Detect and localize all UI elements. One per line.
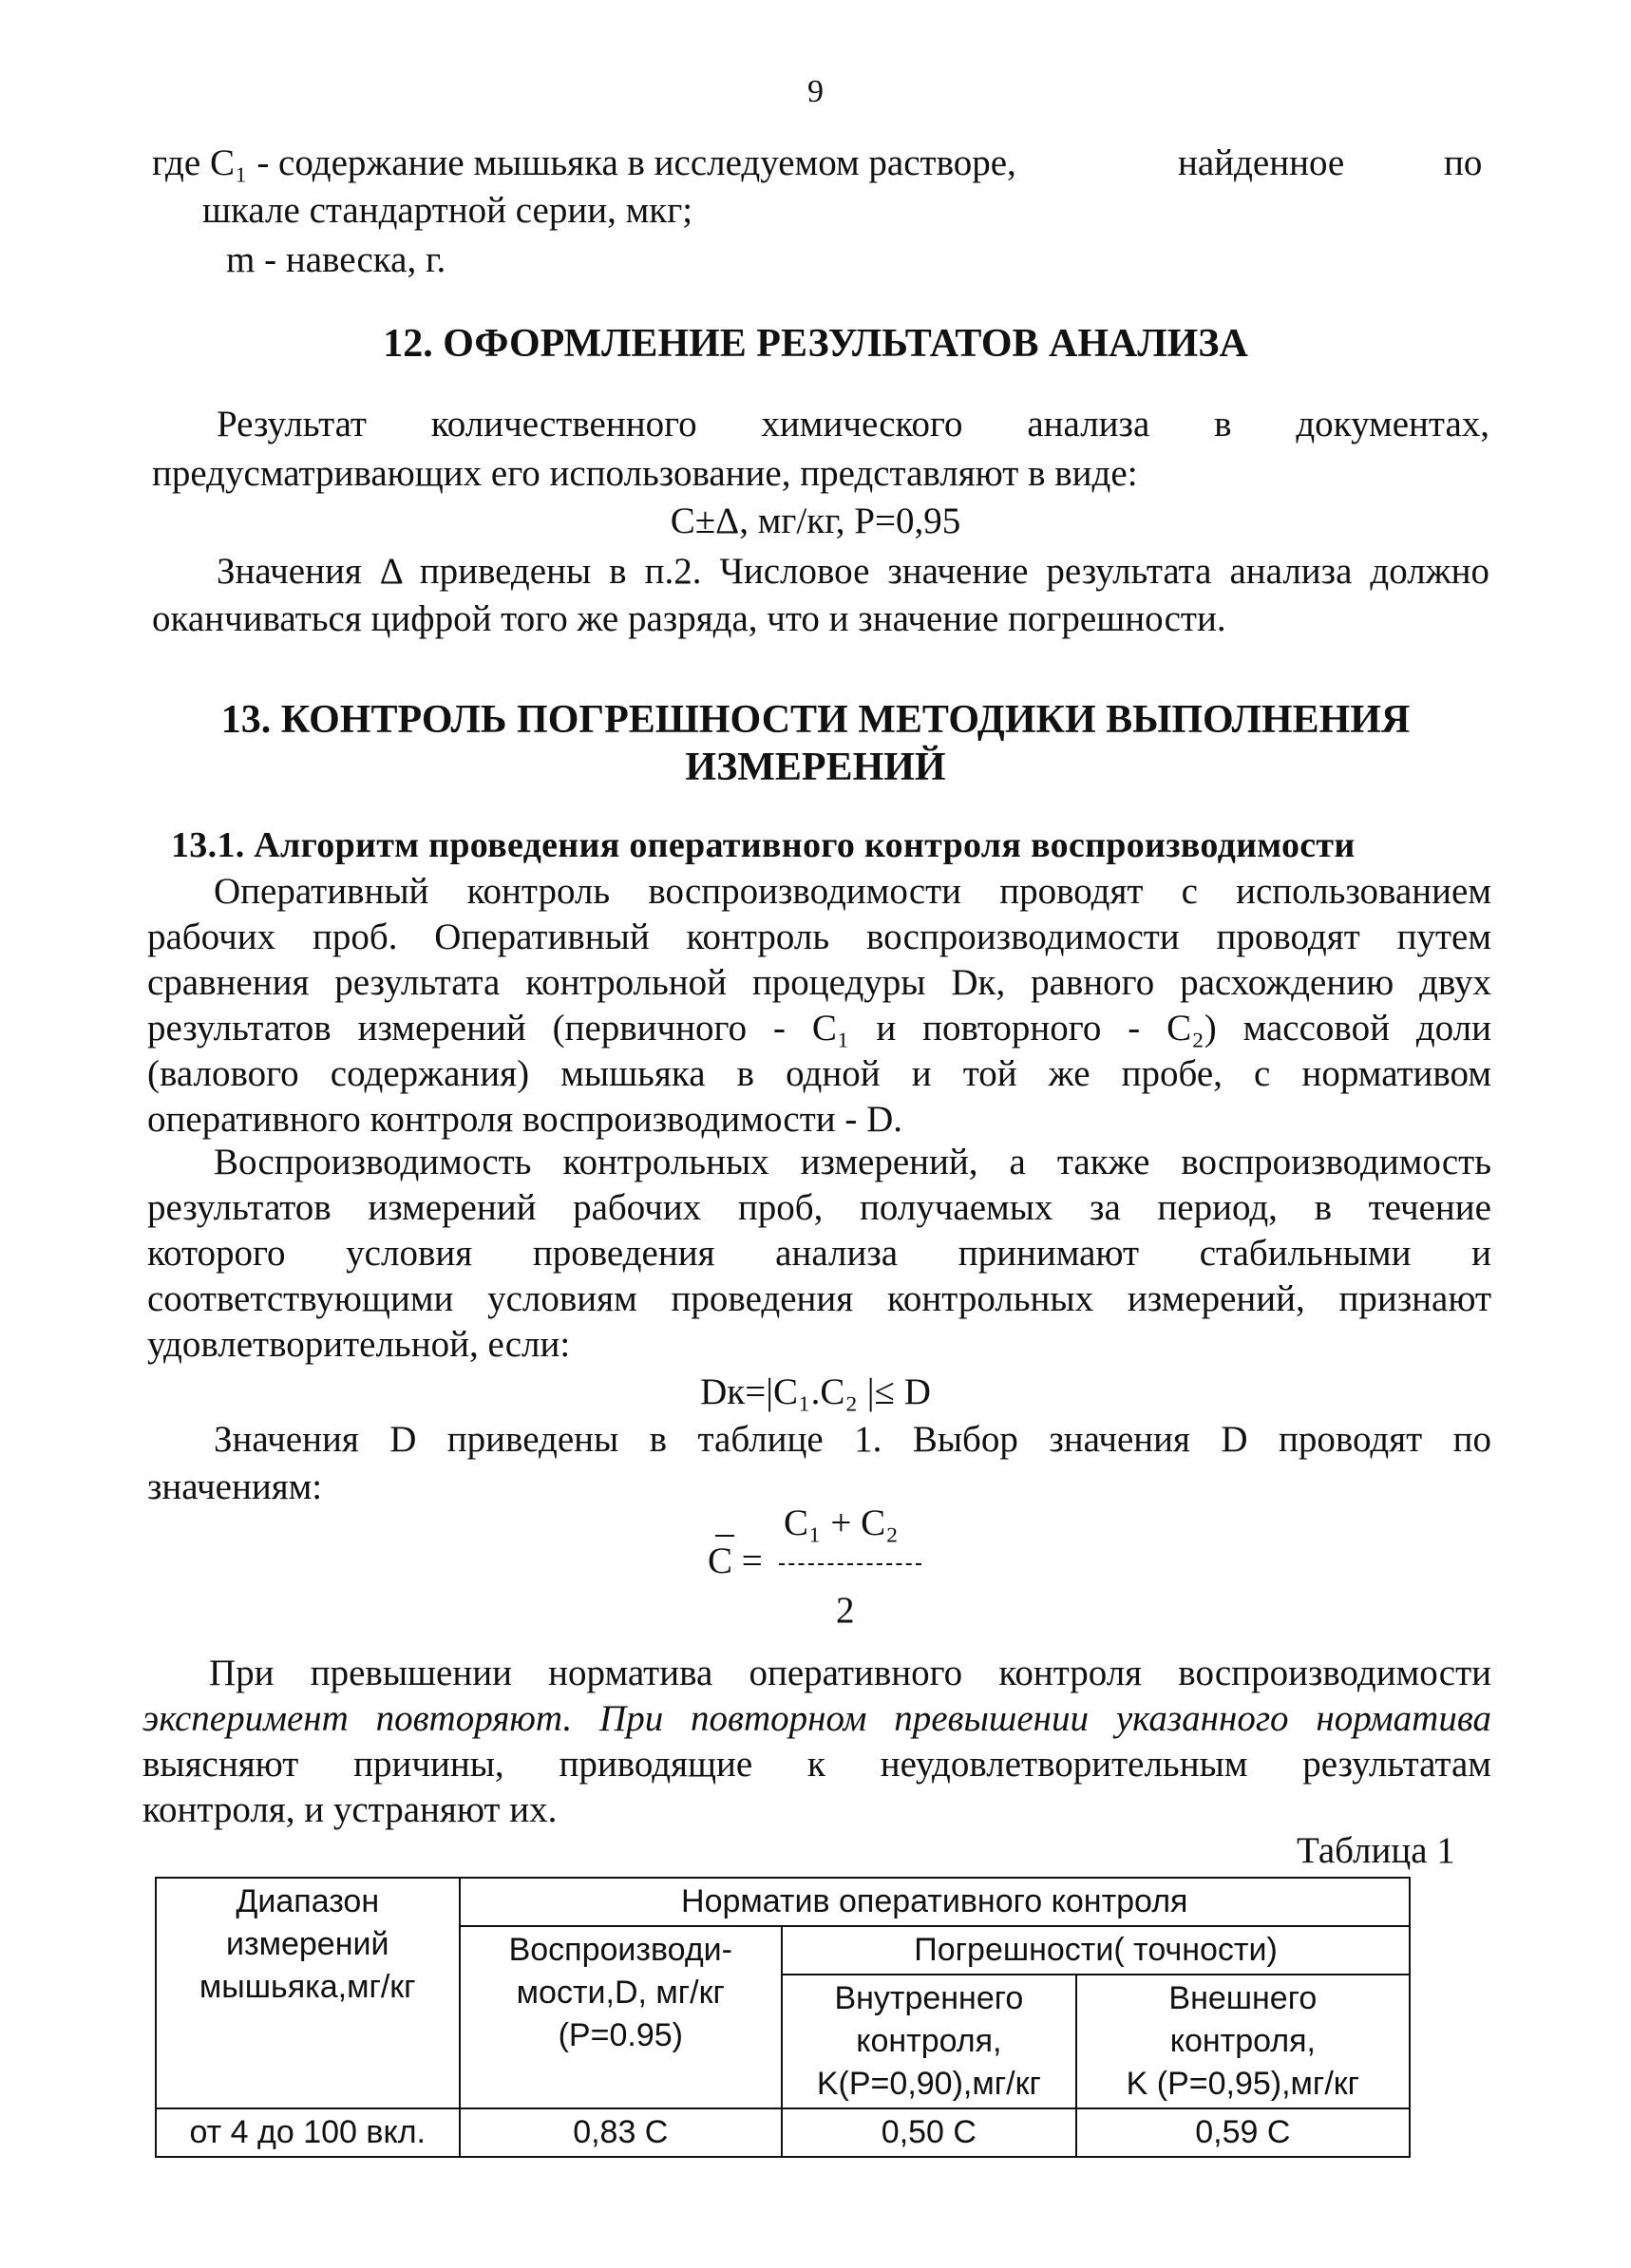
header-internal xyxy=(782,1975,1076,2108)
header-internal-l1: Внутреннего xyxy=(834,1980,1024,2016)
header-repro xyxy=(460,1926,783,2108)
s13-p3-line2: значениям: xyxy=(147,1466,323,1507)
s13-paragraph-4 xyxy=(142,1651,1491,1833)
s13-p1-line: результатов измерений (первичного - C₁ и повторного - C₂) массовой доли xyxy=(147,1008,1491,1049)
mean-lhs: C = xyxy=(708,1540,763,1581)
s13-p1-line: рабочих проб. Оперативный контроль воспроизводимости проводят путем xyxy=(147,917,1491,957)
s13-p2-line: Воспроизводимость контрольных измерений, а также воспроизводимость xyxy=(214,1142,1491,1182)
intro-line-1b: найденное xyxy=(1178,142,1345,183)
s13-p1-line: Оперативный контроль воспроизводимости проводят с использованием xyxy=(214,871,1491,912)
page-number: 9 xyxy=(807,74,824,109)
header-external-l3: K (P=0,95),мг/кг xyxy=(1126,2066,1360,2102)
formula-dk: Dк=|C₁.C₂ |≤ D xyxy=(700,1371,931,1412)
section-13-title-line2: ИЗМЕРЕНИЙ xyxy=(685,746,946,789)
table-caption: Таблица 1 xyxy=(1297,1830,1455,1871)
header-range-l1: Диапазон xyxy=(236,1883,380,1919)
intro-line-3: m - навеска, г. xyxy=(226,239,446,280)
s13-p2-line: соответствующими условиям проведения контрольных измерений, признают xyxy=(147,1278,1491,1319)
table-1 xyxy=(155,1877,1411,2158)
s13-p4-line: При превышении норматива оперативного контроля воспроизводимости xyxy=(209,1653,1491,1693)
s12-formula: C±Δ, мг/кг, P=0,95 xyxy=(670,501,961,541)
cell-external: 0,59 C xyxy=(1076,2108,1410,2157)
header-repro-l2: мости,D, мг/кг xyxy=(516,1975,725,2011)
header-internal-l3: K(P=0,90),мг/кг xyxy=(816,2066,1041,2102)
s13-p4-line: контроля, и устраняют их. xyxy=(142,1789,558,1830)
s12-p2-line2: оканчиваться цифрой того же разряда, что и значение погрешности. xyxy=(152,598,1226,639)
section-12-title: 12. ОФОРМЛЕНИЕ РЕЗУЛЬТАТОВ АНАЛИЗА xyxy=(383,322,1248,366)
s13-paragraph-2 xyxy=(147,1140,1491,1368)
header-range xyxy=(156,1878,460,2108)
mean-denominator: 2 xyxy=(836,1590,855,1631)
s12-p2-line1: Значения Δ приведены в п.2. Числовое значение результата анализа должно xyxy=(217,551,1489,592)
s13-p1-line: (валового содержания) мышьяка в одной и той же пробе, с нормативом xyxy=(147,1053,1491,1094)
s13-p3-line1: Значения D приведены в таблице 1. Выбор значения D проводят по xyxy=(214,1419,1491,1460)
section-13-1-subtitle: 13.1. Алгоритм проведения оперативного контроля воспроизводимости xyxy=(171,825,1356,865)
s13-p2-line: которого условия проведения анализа принимают стабильными и xyxy=(147,1233,1491,1274)
section-13-title-line1: 13. КОНТРОЛЬ ПОГРЕШНОСТИ МЕТОДИКИ ВЫПОЛНЕНИЯ xyxy=(220,698,1411,742)
intro-line-1a: где C₁ - содержание мышьяка в исследуемом растворе, xyxy=(152,142,1016,183)
header-external-l1: Внешнего xyxy=(1168,1980,1318,2016)
cell-internal: 0,50 C xyxy=(782,2108,1076,2157)
header-internal-l2: контроля, xyxy=(856,2023,1002,2059)
header-external-l2: контроля, xyxy=(1169,2023,1316,2059)
header-range-l2: измерений xyxy=(226,1926,389,1962)
s13-p1-line: сравнения результата контрольной процедуры Dк, равного расхождению двух xyxy=(147,962,1491,1003)
s13-p1-line: оперативного контроля воспроизводимости - D. xyxy=(147,1099,903,1140)
mean-fraction-line xyxy=(779,1563,921,1565)
mean-overbar xyxy=(715,1535,734,1537)
s13-p4-line: эксперимент повторяют. При повторном превышении указанного норматива xyxy=(142,1698,1491,1739)
s13-paragraph-1 xyxy=(147,869,1491,1143)
intro-line-1 xyxy=(152,141,1501,186)
intro-line-1c: по xyxy=(1444,142,1483,183)
cell-range: от 4 до 100 вкл. xyxy=(156,2108,460,2157)
cell-repro: 0,83 C xyxy=(460,2108,783,2157)
s13-p2-line: удовлетворительной, если: xyxy=(147,1324,571,1365)
header-normative: Норматив оперативного контроля xyxy=(460,1878,1411,1926)
header-external xyxy=(1076,1975,1410,2108)
header-repro-l3: (P=0.95) xyxy=(558,2017,683,2053)
table-row xyxy=(156,2108,1410,2157)
mean-formula xyxy=(708,1501,955,1648)
header-repro-l1: Воспроизводи- xyxy=(508,1932,732,1968)
mean-numerator: C₁ + C₂ xyxy=(784,1503,899,1543)
s12-p1-line2: предусматривающих его использование, представляют в виде: xyxy=(152,453,1138,494)
s12-p1-line1: Результат количественного химического анализа в документах, xyxy=(217,404,1489,444)
header-error: Погрешности( точности) xyxy=(782,1926,1410,1975)
s13-p2-line: результатов измерений рабочих проб, получаемых за период, в течение xyxy=(147,1187,1491,1228)
header-range-l3: мышьяка,мг/кг xyxy=(199,1969,416,2005)
s13-p4-line: выясняют причины, приводящие к неудовлетворительным результатам xyxy=(142,1744,1491,1785)
intro-line-2: шкале стандартной серии, мкг; xyxy=(202,190,693,231)
